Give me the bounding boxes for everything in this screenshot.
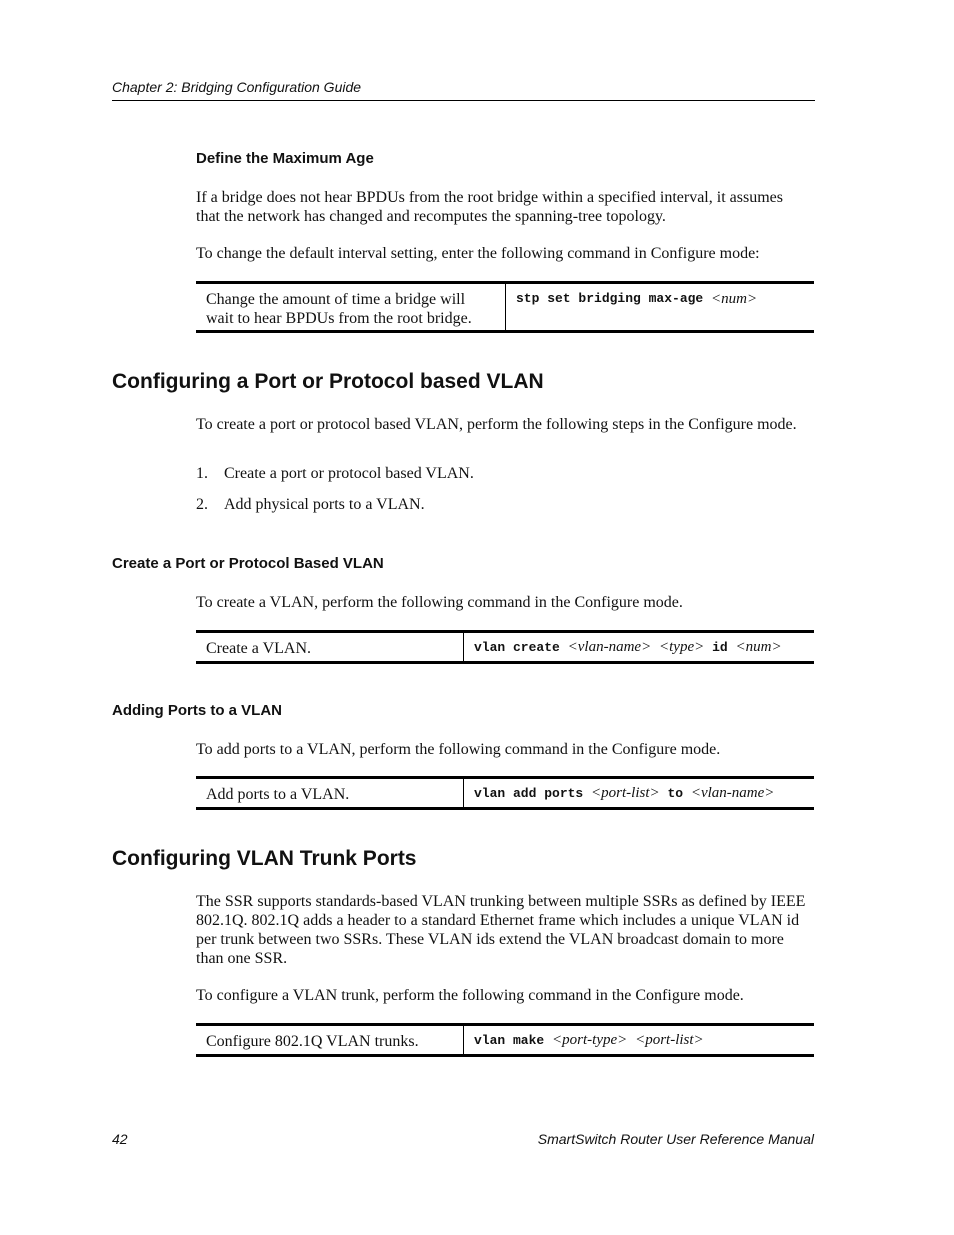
heading-configuring-vlan: Configuring a Port or Protocol based VLAN (112, 370, 544, 393)
command-table-max-age (196, 281, 814, 333)
paragraph-adding-ports: To add ports to a VLAN, perform the following command in the Configure mode. (196, 741, 721, 758)
page-number: 42 (112, 1131, 128, 1147)
command-syntax (506, 284, 767, 330)
paragraph-trunk-instruction: To configure a VLAN trunk, perform the following command in the Configure mode. (196, 987, 744, 1004)
step-number: 1. (196, 465, 208, 482)
paragraph-max-age-instruction: To change the default interval setting, enter the following command in Configure mode: (196, 245, 760, 262)
command-table-trunk (196, 1023, 814, 1057)
paragraph-vlan-intro: To create a port or protocol based VLAN, perform the following steps in the Configure mode. (196, 416, 797, 433)
heading-define-max-age: Define the Maximum Age (196, 150, 374, 167)
command-keyword: to (667, 785, 684, 801)
step-text: Create a port or protocol based VLAN. (224, 465, 474, 482)
command-syntax (464, 779, 784, 807)
paragraph-create-vlan: To create a VLAN, perform the following command in the Configure mode. (196, 594, 683, 611)
command-argument: <port-list> (635, 1031, 704, 1048)
command-argument: <port-type> (552, 1031, 628, 1048)
step-number: 2. (196, 496, 208, 513)
command-argument: <num> (735, 638, 782, 655)
heading-adding-ports: Adding Ports to a VLAN (112, 702, 282, 719)
command-description: Add ports to a VLAN. (196, 779, 464, 807)
header-rule (112, 100, 815, 101)
command-syntax (464, 633, 792, 661)
command-argument: <num> (711, 291, 758, 307)
command-description: Change the amount of time a bridge will wait to hear BPDUs from the root bridge. (196, 284, 506, 330)
command-syntax (464, 1026, 714, 1054)
command-argument: <vlan-name> (567, 638, 652, 655)
paragraph-max-age-intro: If a bridge does not hear BPDUs from the root bridge within a specified interval, it assumes that the network has changed and recomputes the spanning-tree topology. (196, 189, 783, 225)
command-argument: <port-list> (591, 784, 660, 801)
heading-create-vlan: Create a Port or Protocol Based VLAN (112, 555, 384, 572)
heading-vlan-trunk: Configuring VLAN Trunk Ports (112, 847, 417, 870)
command-keyword: vlan make (474, 1032, 545, 1048)
running-header: Chapter 2: Bridging Configuration Guide (112, 79, 362, 95)
command-keyword: vlan add ports (474, 785, 584, 801)
command-table-add-ports (196, 776, 814, 810)
footer-manual-title: SmartSwitch Router User Reference Manual (537, 1131, 814, 1147)
command-table-create-vlan (196, 630, 814, 664)
command-argument: <vlan-name> (690, 784, 775, 801)
command-description: Create a VLAN. (196, 633, 464, 661)
command-keyword: vlan create (474, 639, 560, 655)
step-text: Add physical ports to a VLAN. (224, 496, 425, 513)
command-argument: <type> (659, 638, 705, 655)
paragraph-trunk-intro: The SSR supports standards-based VLAN trunking between multiple SSRs as defined by IEEE 802.1Q. 802.1Q adds a header to a standard Ethernet frame which includes a unique VLAN id per trunk between two SSRs. These VLAN ids extend the VLAN broadcast domain to more than one SSR. (196, 893, 806, 967)
command-description: Configure 802.1Q VLAN trunks. (196, 1026, 464, 1054)
command-keyword: stp set bridging max-age (516, 291, 704, 306)
command-keyword: id (712, 639, 728, 655)
